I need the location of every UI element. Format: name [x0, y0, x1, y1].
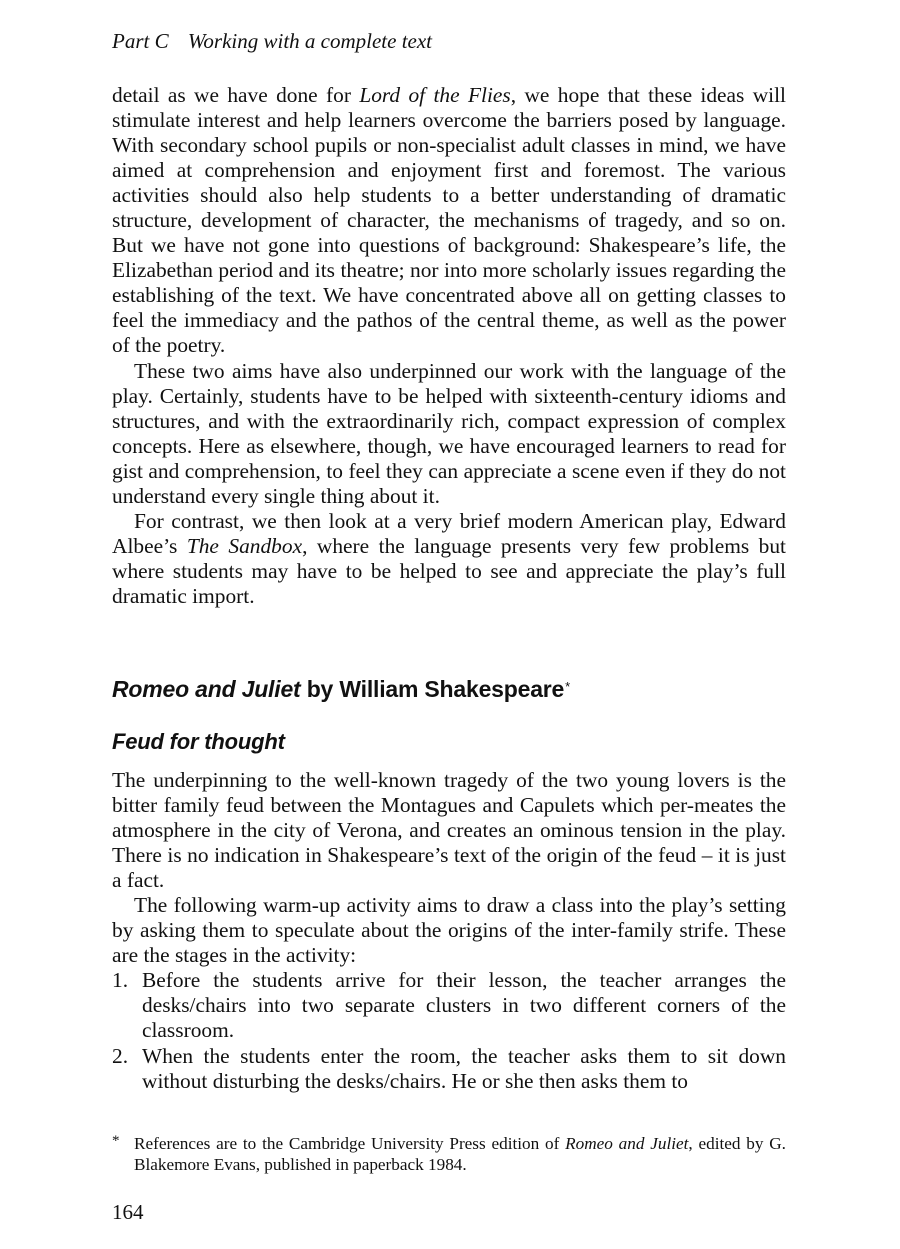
- section-heading-play-title: Romeo and Juliet: [112, 676, 301, 702]
- text-run: detail as we have done for: [112, 83, 360, 107]
- intro-paragraph-3: [112, 509, 786, 609]
- section-heading: [112, 673, 570, 703]
- footnote-book-title: Romeo and Juliet: [565, 1134, 689, 1153]
- text-run: References are to the Cambridge University Press edition of: [134, 1134, 566, 1153]
- section-heading-author: by William Shakespeare: [300, 676, 565, 702]
- footnote-text: [112, 1133, 786, 1175]
- text-run: For contrast, we then look at a very brief modern American play, Edward Albee’s: [112, 508, 786, 558]
- list-item: [112, 968, 786, 1043]
- list-item-number: 1.: [112, 968, 129, 993]
- list-item-number: 2.: [112, 1043, 129, 1068]
- list-item-text: Before the students arrive for their lesson, the teacher arranges the desks/chairs into two separate clusters in two different corners of the classroom.: [142, 968, 786, 1043]
- page-number: 164: [112, 1200, 144, 1224]
- list-item-text: When the students enter the room, the teacher asks them to sit down without disturbing the desks/chairs. He or she then asks them to: [142, 1043, 786, 1093]
- running-head: [112, 28, 432, 54]
- running-head-part: Part C: [112, 29, 169, 53]
- text-run: , we hope that these ideas will stimulate interest and help learners overcome the barriers posed by language. With secondary school pupils or non-specialist adult classes in mind, we have aimed at comprehension and enjoyment first and foremost. The various activities should also help students to a better understanding of dramatic structure, development of character, the mechanisms of tragedy, and so on. But we have not gone into questions of background: Shakespeare’s life, the Elizabethan period and its theatre; nor into more scholarly issues regarding the establishing of the text. We have concentrated above all on getting classes to feel the immediacy and the pathos of the central theme, as well as the power of the poetry.: [112, 83, 787, 358]
- section-subheading: Feud for thought: [112, 729, 285, 754]
- section-text: [112, 768, 786, 1094]
- section-paragraph-1: The underpinning to the well-known tragedy of the two young lovers is the bitter family feud between the Montagues and Capulets which per-meates the atmosphere in the city of Verona, and creates an ominous tension in the play. There is no indication in Shakespeare’s text of the origin of the feud – it is just a fact.: [112, 768, 786, 893]
- book-title-lord-of-the-flies: Lord of the Flies: [359, 83, 511, 107]
- play-title-the-sandbox: The Sandbox: [186, 533, 303, 558]
- section-paragraph-2: The following warm-up activity aims to draw a class into the play’s setting by asking them to speculate about the origins of the inter-family strife. These are the stages in the activity:: [112, 893, 786, 968]
- list-item: [112, 1044, 786, 1094]
- footnote: [112, 1133, 786, 1175]
- running-head-title: Working with a complete text: [187, 29, 433, 53]
- text-run: , where the language presents very few problems but where students may have to be helped to see and appreciate the play’s full dramatic import.: [112, 533, 786, 608]
- intro-paragraph-2: These two aims have also underpinned our work with the language of the play. Certainly, students have to be helped with sixteenth-century idioms and structures, and with the extraordinarily rich, compact expression of complex concepts. Here as elsewhere, though, we have encouraged learners to read for gist and comprehension, to feel they can appreciate a scene even if they do not understand every single thing about it.: [112, 358, 786, 508]
- footnote-mark: *: [112, 1133, 120, 1149]
- text-run: , edited by G. Blakemore Evans, published in paperback 1984.: [134, 1134, 786, 1174]
- intro-paragraph-1: [112, 83, 786, 359]
- intro-text: [112, 83, 786, 609]
- footnote-reference-mark[interactable]: *: [565, 679, 571, 694]
- activity-steps-list: [112, 968, 786, 1093]
